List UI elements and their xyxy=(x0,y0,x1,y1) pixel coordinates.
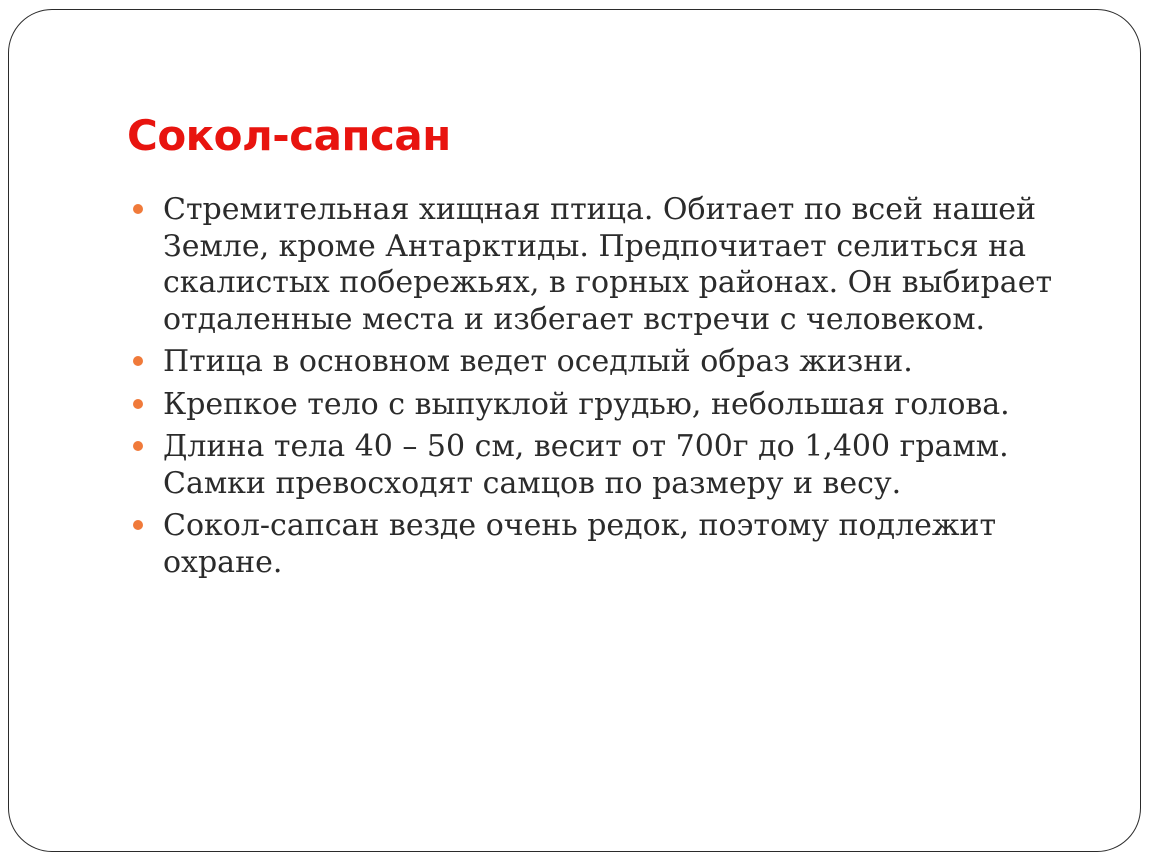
bullet-text: Птица в основном ведет оседлый образ жизни. xyxy=(163,344,913,379)
bullet-item xyxy=(128,387,1088,424)
bullet-dot-icon xyxy=(133,356,143,366)
bullet-text: Крепкое тело с выпуклой грудью, небольшая голова. xyxy=(163,386,1010,422)
bullet-dot-icon xyxy=(133,399,143,409)
bullet-text: Стремительная хищная птица. Обитает по всей нашей Земле, кроме Антарктиды. Предпочитает селиться на скалистых побережьях, в горных районах. Он выбирает отдаленные места и избегает встречи с человеком. xyxy=(163,192,1053,337)
bullet-list xyxy=(128,192,1088,587)
bullet-text: Длина тела 40 – 50 см, весит от 700г до 1,400 грамм. Самки превосходят самцов по размеру и весу. xyxy=(163,429,1009,501)
bullet-item xyxy=(128,192,1088,338)
slide-title: Сокол-сапсан xyxy=(127,111,451,160)
bullet-item xyxy=(128,429,1088,502)
bullet-item xyxy=(128,508,1088,581)
bullet-item xyxy=(128,344,1088,381)
bullet-text: Сокол-сапсан везде очень редок, поэтому подлежит охране. xyxy=(163,508,997,580)
bullet-dot-icon xyxy=(133,204,143,214)
bullet-dot-icon xyxy=(133,441,143,451)
bullet-dot-icon xyxy=(133,520,143,530)
